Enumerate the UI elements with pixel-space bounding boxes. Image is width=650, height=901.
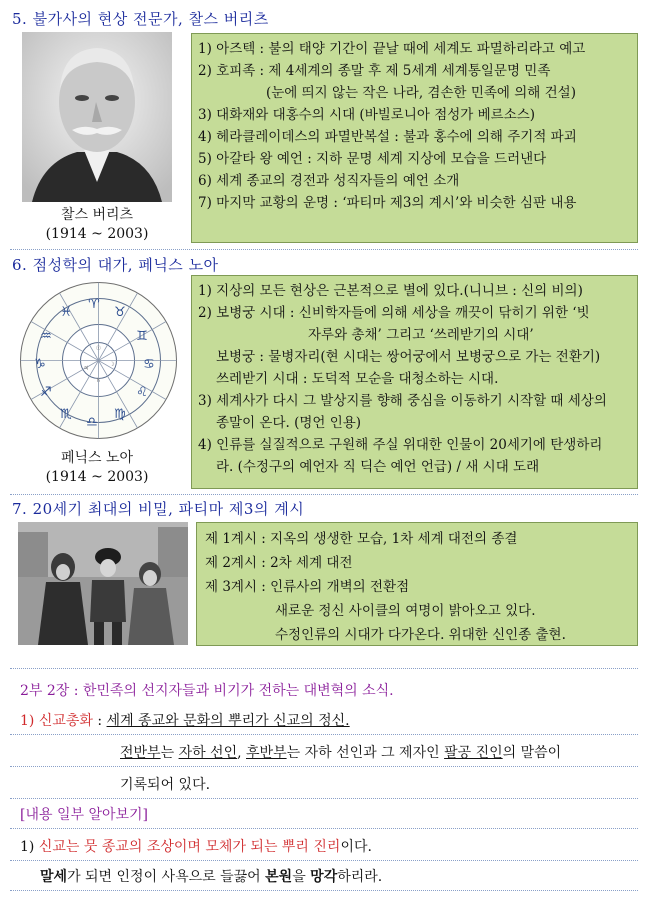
list-item: 새로운 정신 사이클의 여명이 밝아오고 있다. — [275, 603, 536, 619]
svg-text:♏: ♏ — [60, 407, 72, 422]
text-span: 하리라. — [337, 869, 383, 885]
divider — [10, 766, 638, 767]
svg-text:☉: ☉ — [95, 345, 102, 352]
svg-text:♋: ♋ — [143, 357, 155, 372]
text-span: 1) — [20, 839, 39, 855]
svg-text:♊: ♊ — [136, 329, 148, 344]
list-item: 1) 아즈텍 : 불의 태양 기간이 끝날 때에 세계도 파멸하리라고 예고 — [198, 41, 586, 57]
preview-line-1 — [20, 836, 372, 856]
section-7-box — [196, 522, 638, 646]
text-span: 후반부 — [246, 745, 287, 761]
divider — [10, 860, 638, 861]
list-item: 4) 인류를 실질적으로 구원해 주실 위대한 인물이 20세기에 탄생하리 — [198, 437, 603, 453]
svg-text:♄: ♄ — [95, 377, 102, 384]
text-span: , — [237, 745, 247, 761]
list-item: 2) 호피족 : 제 4세계의 종말 후 제 5세계 세계통일문명 민족 — [198, 63, 551, 79]
item-text: 세계 종교와 문화의 뿌리가 신교의 정신. — [106, 713, 350, 729]
charles-berlitz-caption — [22, 206, 172, 244]
section-7-title: 7. 20세기 최대의 비밀, 파티마 제3의 계시 — [12, 500, 305, 518]
svg-text:♃: ♃ — [83, 365, 89, 372]
svg-text:♑: ♑ — [34, 357, 46, 372]
list-item: 5) 아갈타 왕 예언 : 지하 문명 세계 지상에 모습을 드러낸다 — [198, 151, 547, 167]
svg-text:♎: ♎ — [86, 415, 98, 430]
text-span: 본원 — [265, 869, 293, 885]
divider — [10, 734, 638, 735]
preview-line-2 — [40, 866, 382, 886]
chapter-heading: 2부 2장 : 한민족의 선지자들과 비기가 전하는 대변혁의 소식. — [20, 683, 394, 699]
svg-text:♈: ♈ — [88, 297, 100, 312]
svg-text:♒: ♒ — [40, 329, 52, 344]
svg-text:♐: ♐ — [40, 385, 52, 400]
divider — [10, 890, 638, 891]
section-5-title: 5. 불가사의 현상 전문가, 찰스 버리츠 — [12, 10, 269, 28]
list-item: 2) 보병궁 시대 : 신비학자들에 의해 세상을 깨끗이 닦히기 위한 ‘빗 — [198, 305, 590, 321]
fatima-children-photo — [18, 522, 188, 645]
list-item: 3) 대화재와 대홍수의 시대 (바빌로니아 점성가 베르소스) — [198, 107, 536, 123]
text-span: 자하 선인 — [178, 745, 238, 761]
list-item: 라. (수정구의 예언자 직 딕슨 예언 언급) / 새 시대 도래 — [216, 459, 540, 475]
list-item: 자루와 총채’ 그리고 ‘쓰레받기의 시대’ — [308, 327, 534, 343]
item-1 — [20, 710, 350, 730]
fenix-noah-caption — [22, 449, 172, 487]
caption-name: 찰스 버리츠 — [60, 207, 134, 223]
text-span: 말세 — [40, 869, 68, 885]
text-span: 의 말씀이 — [502, 745, 562, 761]
charles-berlitz-photo — [22, 32, 172, 202]
svg-text:♌: ♌ — [136, 385, 148, 400]
text-span: 을 — [292, 869, 311, 885]
list-item: 수정인류의 시대가 다가온다. 위대한 신인종 출현. — [275, 627, 566, 643]
list-item: 6) 세계 종교의 경전과 성직자들의 예언 소개 — [198, 173, 460, 189]
text-span: 신교는 뭇 종교의 조상이며 모체가 되는 뿌리 진리 — [38, 839, 341, 855]
list-item: 제 1계시 : 지옥의 생생한 모습, 1차 세계 대전의 종결 — [205, 531, 518, 547]
zodiac-wheel-image — [16, 278, 181, 443]
list-item: 쓰레받기 시대 : 도덕적 모순을 대청소하는 시대. — [216, 371, 499, 387]
list-item: 7) 마지막 교황의 운명 : ‘파티마 제3의 계시’와 비슷한 심판 내용 — [198, 195, 577, 211]
list-item: (눈에 띄지 않는 작은 나라, 겸손한 민족에 의해 건설) — [266, 85, 576, 101]
section-6-box — [191, 275, 638, 489]
svg-text:♓: ♓ — [60, 305, 72, 320]
divider — [10, 249, 638, 250]
list-item: 보병궁 : 물병자리(현 시대는 쌍어궁에서 보병궁으로 가는 전환기) — [216, 349, 601, 365]
text-span: 전반부 — [120, 745, 161, 761]
item-label: 1) 신교총화 — [20, 713, 93, 729]
svg-text:☽: ☽ — [109, 361, 115, 368]
list-item: 4) 헤라클레이데스의 파멸반복설 : 불과 홍수에 의해 주기적 파괴 — [198, 129, 577, 145]
list-item: 제 3계시 : 인류사의 개벽의 전환점 — [205, 579, 410, 595]
text-span: 는 — [160, 745, 179, 761]
text-span: 가 되면 인정이 사욕으로 들끓어 — [67, 869, 266, 885]
caption-name: 페닉스 노아 — [60, 450, 134, 466]
divider — [10, 668, 638, 669]
item-1-detail-2: 기록되어 있다. — [120, 777, 211, 793]
list-item: 3) 세계사가 다시 그 발상지를 향해 중심을 이동하기 시작할 때 세상의 — [198, 393, 607, 409]
text-span: 팔공 진인 — [444, 745, 503, 761]
item-colon: : — [92, 713, 107, 729]
divider — [10, 828, 638, 829]
section-6-title: 6. 점성학의 대가, 페닉스 노아 — [12, 256, 219, 274]
text-span: 망각 — [310, 869, 338, 885]
svg-text:♉: ♉ — [114, 305, 126, 320]
caption-years: (1914 ~ 2003) — [45, 469, 149, 485]
text-span: 이다. — [340, 839, 372, 855]
text-span: 는 자하 선인과 그 제자인 — [286, 745, 445, 761]
section-5-box — [191, 33, 638, 243]
divider — [10, 494, 638, 495]
preview-heading: [내용 일부 알아보기] — [20, 807, 149, 823]
divider — [10, 798, 638, 799]
list-item: 종말이 온다. (명언 인용) — [216, 415, 362, 431]
list-item: 제 2계시 : 2차 세계 대전 — [205, 555, 353, 571]
caption-years: (1914 ~ 2003) — [45, 226, 149, 242]
item-1-detail — [120, 742, 561, 762]
svg-text:♍: ♍ — [114, 407, 126, 422]
list-item: 1) 지상의 모든 현상은 근본적으로 별에 있다.(니니브 : 신의 비의) — [198, 283, 583, 299]
